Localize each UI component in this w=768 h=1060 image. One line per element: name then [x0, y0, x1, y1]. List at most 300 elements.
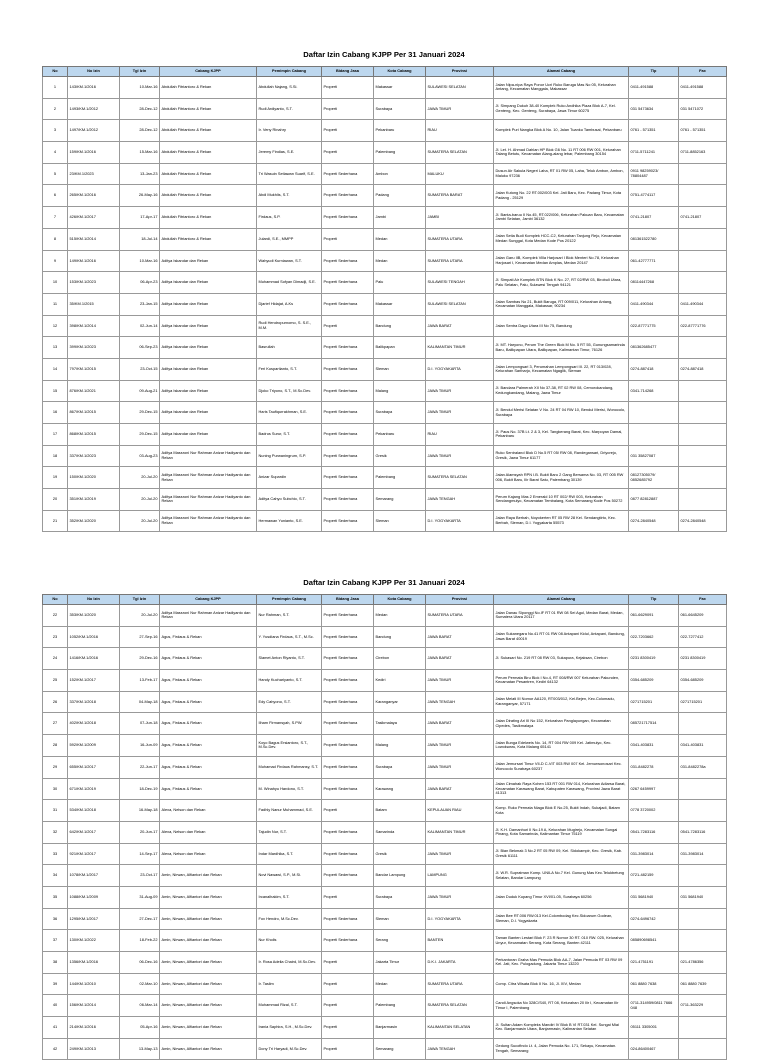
header-license-no: No Izin — [68, 595, 120, 605]
cell-branch-city: Padang — [374, 185, 426, 207]
cell-branch-name: Amin, Nirwan, Alfiantori dan Rekan — [160, 908, 257, 930]
cell-branch-head: Hermawan Yunianto, S.E. — [257, 510, 322, 532]
cell-branch-name: Alexa, Nelson dan Rekan — [160, 800, 257, 822]
cell-no: 13 — [43, 337, 68, 359]
cell-fax — [679, 1017, 727, 1039]
cell-service-field: Properti — [322, 1017, 374, 1039]
cell-license-date: 06-Mar-14 — [120, 995, 160, 1017]
cell-license-no: 1295/KM.1/2017 — [68, 908, 120, 930]
cell-branch-name: Agus, Firdaus & Rekan — [160, 626, 257, 648]
cell-branch-head: Dony Tri Haryadi, M.Sc.Dev. — [257, 1038, 322, 1060]
header-row — [43, 595, 727, 605]
cell-license-no: 153/KM.1/2023 — [68, 272, 120, 294]
cell-fax — [679, 228, 727, 250]
cell-branch-address: Dusun Air Sakula Negeri Laha, RT 01 RW 05, Laha, Teluk Ambon, Ambon, Maluku 97236 — [494, 163, 629, 185]
cell-province: JAWA TIMUR — [426, 445, 494, 467]
table-row — [43, 424, 727, 446]
cell-phone: 031 5473634 — [629, 98, 679, 120]
cell-license-date: 10-Mar-16 — [120, 250, 160, 272]
cell-branch-name: Amin, Nirwan, Alfiantori dan Rekan — [160, 865, 257, 887]
cell-branch-name: Aditya Iskandar dan Rekan — [160, 293, 257, 315]
cell-license-date: 10-Mar-16 — [120, 77, 160, 99]
cell-fax — [679, 185, 727, 207]
cell-branch-address: Jalan Setia Budi Komplek HCC-C2, Kelurahan Tanjung Rejo, Kecamatan Medan Sunggal, Kota Medan Kode Pos 20122 — [494, 228, 629, 250]
header-no: No — [43, 595, 68, 605]
cell-fax: 031 5471072 — [679, 98, 727, 120]
cell-service-field: Properti — [322, 77, 374, 99]
cell-phone: 0778 3720002 — [629, 800, 679, 822]
cell-license-no: 1416/KM.1/2016 — [68, 648, 120, 670]
cell-branch-city: Cirebon — [374, 648, 426, 670]
cell-license-no: 23/KM.1/2023 — [68, 163, 120, 185]
table-row — [43, 908, 727, 930]
table-row — [43, 510, 727, 532]
cell-license-no: 1052/KM.1/2016 — [68, 626, 120, 648]
cell-license-date: 23-Oct-15 — [120, 358, 160, 380]
cell-branch-city: Samarinda — [374, 821, 426, 843]
cell-service-field: Properti Sederhana — [322, 337, 374, 359]
cell-fax: 0274-2840548 — [679, 510, 727, 532]
cell-license-date: 13-Jan-23 — [120, 163, 160, 185]
table-row — [43, 973, 727, 995]
cell-phone: 0761 - 571351 — [629, 120, 679, 142]
cell-fax: 0354-685209 — [679, 670, 727, 692]
header-branch-head: Pemimpin Cabang — [257, 595, 322, 605]
cell-service-field: Properti Sederhana — [322, 930, 374, 952]
cell-branch-address: Jl. MT. Haryono, Perum The Green Blok M No. 5 RT 55, Gunungsamarinda Baru, Balikpapan Utara, Balikpapan, Kalimantan Timur, 76126 — [494, 337, 629, 359]
cell-branch-name: Amin, Nirwan, Alfiantori dan Rekan — [160, 1038, 257, 1060]
cell-license-no: 144/KM.1/2010 — [68, 973, 120, 995]
cell-branch-address: Jl. Let. H. Ahmad Dahlan HP Blok G6 No. 11 RT 006 RW 001, Kelurahan Talang Betutu, Kecamatan Alang-alang lebar, Palembang 30154 — [494, 142, 629, 164]
table-row — [43, 865, 727, 887]
cell-branch-city: Jakarta Timur — [374, 952, 426, 974]
page-title: Daftar Izin Cabang KJPP Per 31 Januari 2024 — [303, 50, 465, 59]
cell-branch-city: Semarang — [374, 1038, 426, 1060]
table-row — [43, 207, 727, 229]
cell-license-no: 534/KM.1/2018 — [68, 800, 120, 822]
cell-branch-city: Pekanbaru — [374, 120, 426, 142]
cell-branch-address: Perkantoran Graha Mas Pemuda Blok AA-7, Jalan Pemuda RT 03 RW 09 Kel. Jati, Kec. Pulogadung, Jakarta Timur 13220 — [494, 952, 629, 974]
table-row — [43, 489, 727, 511]
cell-branch-head: Ir. Taslim — [257, 973, 322, 995]
cell-no: 40 — [43, 995, 68, 1017]
cell-branch-address: Jalan Sambas No 21, Bukit Baruga, RT 009/011, Kelurahan Antang, Kecamatan Manggala, Makassar, 90234 — [494, 293, 629, 315]
cell-no: 39 — [43, 973, 68, 995]
cell-no: 28 — [43, 735, 68, 757]
cell-branch-city: Medan — [374, 973, 426, 995]
cell-branch-head: Anizar Supardin — [257, 467, 322, 489]
cell-no: 24 — [43, 648, 68, 670]
cell-branch-city: Banjarmasin — [374, 1017, 426, 1039]
cell-branch-city: Bandung — [374, 315, 426, 337]
cell-branch-address: Gedung Sucofindo Lt. 4, Jalan Pemuda No. 171, Sekayu, Kecamatan. Tengah, Semarang — [494, 1038, 629, 1060]
cell-fax: 0711-363229 — [679, 995, 727, 1017]
cell-service-field: Properti — [322, 995, 374, 1017]
cell-service-field: Properti Sederhana — [322, 821, 374, 843]
cell-service-field: Properti Sederhana — [322, 250, 374, 272]
header-province: Provinsi — [426, 67, 494, 77]
cell-service-field: Properti — [322, 1038, 374, 1060]
cell-no: 6 — [43, 185, 68, 207]
cell-license-no: 351/KM.1/2019 — [68, 489, 120, 511]
cell-branch-head: Nuning Purwaningrum, S.P. — [257, 445, 322, 467]
page-1 — [0, 50, 768, 532]
cell-license-date: 26-May-16 — [120, 185, 160, 207]
cell-phone: 061-6629091 — [629, 605, 679, 627]
cell-branch-address: Jl. Sultan Adam Kompleks Mandiri IV Blok B VI RT.031 Kel. Sungai Miai Kec. Banjarmasin Utara, Banjarmasin, Kalimantan Selatan — [494, 1017, 629, 1039]
cell-branch-head: Irania Saphira, S.H., M.Sc.Dev. — [257, 1017, 322, 1039]
cell-fax: 0761 - 571351 — [679, 120, 727, 142]
cell-service-field: Properti Sederhana — [322, 207, 374, 229]
header-fax: Fax — [679, 595, 727, 605]
cell-service-field: Properti Sederhana — [322, 713, 374, 735]
cell-branch-name: Aditya Massroni Nur Rahman Anizar Hadiyanto dan Rekan — [160, 467, 257, 489]
cell-no: 11 — [43, 293, 68, 315]
cell-branch-head: Aditya Cahyo Subchio, S.T. — [257, 489, 322, 511]
cell-province: SUMATERA SELATAN — [426, 995, 494, 1017]
cell-license-date: 14-Sep-17 — [120, 843, 160, 865]
cell-province: JAWA TIMUR — [426, 756, 494, 778]
cell-branch-city: Bandung — [374, 626, 426, 648]
cell-branch-address: Jalan Duduk Kupang Timur XVI/01-05, Surabaya 60256 — [494, 886, 629, 908]
cell-service-field: Properti Sederhana — [322, 735, 374, 757]
cell-fax — [679, 467, 727, 489]
cell-fax — [679, 908, 727, 930]
cell-license-no: 150/KM.1/2020 — [68, 467, 120, 489]
cell-branch-name: Aditya Iskandar dan Rekan — [160, 315, 257, 337]
cell-service-field: Properti — [322, 952, 374, 974]
cell-branch-name: Abdullah Fitriantoro & Rekan — [160, 228, 257, 250]
cell-branch-name: Agus, Firdaus & Rekan — [160, 713, 257, 735]
cell-branch-city: Palembang — [374, 467, 426, 489]
cell-fax: 031-3983014 — [679, 843, 727, 865]
cell-branch-address: Perum Permata Biru Blok I No.4, RT 008/RW 007 Kelurahan Pakunden, Kecamatan Pesantren, Kediri 64132 — [494, 670, 629, 692]
cell-branch-address: Jl. Paus No. 37B Lt. 2 & 3, Kel. Tangkerang Barat, Kec. Marpoyan Damai, Pekanbaru — [494, 424, 629, 446]
cell-license-no: 337/KM.1/2023 — [68, 445, 120, 467]
cell-service-field: Properti Sederhana — [322, 670, 374, 692]
cell-fax — [679, 272, 727, 294]
cell-license-no: 1088/KM.1/2009 — [68, 886, 120, 908]
table-row — [43, 467, 727, 489]
cell-no: 33 — [43, 843, 68, 865]
cell-phone: 022-87771775 — [629, 315, 679, 337]
cell-service-field: Properti Sederhana — [322, 626, 374, 648]
cell-no: 10 — [43, 272, 68, 294]
cell-phone: 0711-5711241 — [629, 142, 679, 164]
cell-branch-head: Muhammad Rizal, S.T. — [257, 995, 322, 1017]
cell-service-field: Properti — [322, 886, 374, 908]
cell-phone: 0341-403831 — [629, 735, 679, 757]
table-row — [43, 315, 727, 337]
cell-phone: 081361522780 — [629, 228, 679, 250]
table-row — [43, 228, 727, 250]
table-row — [43, 670, 727, 692]
cell-phone: 0354-685209 — [629, 670, 679, 692]
cell-license-date: 02-Jun-14 — [120, 315, 160, 337]
cell-license-no: 1078/KM.1/2017 — [68, 865, 120, 887]
table-row — [43, 142, 727, 164]
header-province: Provinsi — [426, 595, 494, 605]
cell-service-field: Properti — [322, 98, 374, 120]
cell-province: KALIMANTAN SELATAN — [426, 1017, 494, 1039]
cell-branch-head: Haris Taufiqurrakhman, S.E. — [257, 402, 322, 424]
cell-branch-head: Jeremy Findias, S.E. — [257, 142, 322, 164]
cell-license-no: 35/KM.1/2015 — [68, 293, 120, 315]
cell-fax — [679, 250, 727, 272]
cell-province: RIAU — [426, 120, 494, 142]
cell-service-field: Properti Sederhana — [322, 424, 374, 446]
cell-service-field: Properti Sederhana — [322, 843, 374, 865]
cell-license-date: 05-Apr-16 — [120, 1017, 160, 1039]
header-service-field: Bidang Jasa — [322, 67, 374, 77]
cell-branch-name: Abdullah Fitriantoro & Rekan — [160, 142, 257, 164]
cell-branch-city: Kediri — [374, 670, 426, 692]
cell-no: 23 — [43, 626, 68, 648]
table-row — [43, 337, 727, 359]
cell-phone: 0271715201 — [629, 691, 679, 713]
table-row — [43, 778, 727, 800]
cell-no: 19 — [43, 467, 68, 489]
cell-no: 8 — [43, 228, 68, 250]
cell-license-date: 13-Feb-17 — [120, 670, 160, 692]
cell-phone: 0541-7283116 — [629, 821, 679, 843]
table-row — [43, 626, 727, 648]
cell-license-date: 29-Dec-15 — [120, 424, 160, 446]
cell-fax: 061-6645209 — [679, 605, 727, 627]
cell-license-date: 31-Aug-09 — [120, 886, 160, 908]
cell-branch-address: Jalan Melati III Nomor AA120, RT003/012, Kel.Bejen, Kec.Colomadu, Karanganyar, 57171 — [494, 691, 629, 713]
cell-branch-city: Makassar — [374, 77, 426, 99]
cell-license-date: 29-Dec-15 — [120, 402, 160, 424]
cell-branch-name: Aditya Iskandar dan Rekan — [160, 380, 257, 402]
cell-no: 1 — [43, 77, 68, 99]
cell-no: 26 — [43, 691, 68, 713]
header-phone: Tlp — [629, 595, 679, 605]
cell-branch-name: Aditya Iskandar dan Rekan — [160, 250, 257, 272]
cell-phone: 0411-490344 — [629, 293, 679, 315]
table-row — [43, 77, 727, 99]
table-row — [43, 930, 727, 952]
cell-license-date: 17-Apr-17 — [120, 207, 160, 229]
cell-phone: 031 5681940 — [629, 886, 679, 908]
cell-service-field: Properti Sederhana — [322, 691, 374, 713]
cell-branch-name: Amin, Nirwan, Alfiantori dan Rekan — [160, 1017, 257, 1039]
cell-branch-head: Basrullah — [257, 337, 322, 359]
cell-branch-head: Rudi Ardiyanto, S.T. — [257, 98, 322, 120]
cell-branch-city: Surabaya — [374, 886, 426, 908]
cell-fax: 0711-8852163 — [679, 142, 727, 164]
cell-service-field: Properti Sederhana — [322, 445, 374, 467]
cell-branch-name: Abdullah Fitriantoro & Rekan — [160, 120, 257, 142]
cell-fax: 021-4786356 — [679, 952, 727, 974]
cell-province: JAWA TIMUR — [426, 402, 494, 424]
cell-branch-name: Aditya Massroni Nur Rahman Anizar Hadiyanto dan Rekan — [160, 510, 257, 532]
cell-branch-city: Sleman — [374, 908, 426, 930]
cell-license-no: 426/KM.1/2017 — [68, 207, 120, 229]
cell-license-date: 06-Dec-16 — [120, 952, 160, 974]
table-row — [43, 843, 727, 865]
cell-no: 4 — [43, 142, 68, 164]
cell-branch-address: Jalan Nipa-nipa Raya Ponor Ucri Ruko Baruga Mas No 05, Kelurahan Antang, Kecamatan Manggala, Makassar — [494, 77, 629, 99]
cell-province: JAWA TIMUR — [426, 886, 494, 908]
cell-phone: 0341-714268 — [629, 380, 679, 402]
cell-license-no: 398/KM.1/2014 — [68, 315, 120, 337]
cell-service-field: Properti Sederhana — [322, 648, 374, 670]
cell-branch-city: Palembang — [374, 142, 426, 164]
cell-fax — [679, 1038, 727, 1060]
cell-fax: 0541-7283116 — [679, 821, 727, 843]
cell-branch-head: Wahyudi Kurniawan, S.T. — [257, 250, 322, 272]
cell-branch-head: Rudi Hendropurnomo, S. S.E., M.M. — [257, 315, 322, 337]
cell-branch-head: Koyo Bagus Ersiantoro, S.T., M.Sc.Dev. — [257, 735, 322, 757]
cell-service-field: Properti — [322, 228, 374, 250]
cell-branch-name: Aditya Iskandar dan Rekan — [160, 424, 257, 446]
cell-branch-head: Muhammad Sofyan Dimadji, S.E. — [257, 272, 322, 294]
table-row — [43, 995, 727, 1017]
cell-phone: 0411-491588 — [629, 77, 679, 99]
cell-branch-head: Fadhly Nanur Muhammad, S.E. — [257, 800, 322, 822]
table-row — [43, 691, 727, 713]
table-body — [43, 605, 727, 1060]
cell-phone: 061 8880 7638 — [629, 973, 679, 995]
cell-province: JAWA TENGAH — [426, 489, 494, 511]
cell-fax: 031-8482278a — [679, 756, 727, 778]
cell-branch-city: Karawang — [374, 778, 426, 800]
header-branch-name: Cabang KJPP — [160, 595, 257, 605]
cell-phone: 021-4751191 — [629, 952, 679, 974]
cell-phone: 0877 82812887 — [629, 489, 679, 511]
cell-branch-city: Medan — [374, 605, 426, 627]
cell-service-field: Properti Sederhana — [322, 510, 374, 532]
cell-branch-address: Komplek Puri Nangka Blok A No. 10, Jalan Tuanku Tambusai, Pekanbaru — [494, 120, 629, 142]
cell-branch-name: Agus, Firdaus & Rekan — [160, 756, 257, 778]
cell-branch-city: Batam — [374, 800, 426, 822]
cell-branch-name: Amin, Nirwan, Alfiantori dan Rekan — [160, 930, 257, 952]
cell-license-no: 337/KM.1/2018 — [68, 691, 120, 713]
cell-province: SUMATERA SELATAN — [426, 142, 494, 164]
cell-branch-head: Abdullah Najang, S.Si. — [257, 77, 322, 99]
cell-service-field: Properti Sederhana — [322, 272, 374, 294]
cell-branch-address: Jalan Garu IIB, Komplek Villa Harjosari I Blok Menteri No.78, Kelurahan Harjosari I, Kecamatan Medan Amplas, Medan 20147 — [494, 250, 629, 272]
cell-no: 21 — [43, 510, 68, 532]
table-row — [43, 756, 727, 778]
cell-fax: 022-87771776 — [679, 315, 727, 337]
cell-fax — [679, 713, 727, 735]
cell-phone: 0267 6459997 — [629, 778, 679, 800]
cell-branch-address: Jalan Sentra Dago Utara III No 75, Bandung — [494, 315, 629, 337]
cell-license-no: 876/KM.1/2021 — [68, 380, 120, 402]
header-license-no: No Izin — [68, 67, 120, 77]
cell-province: JAWA TIMUR — [426, 670, 494, 692]
cell-license-date: 06-Sep-23 — [120, 337, 160, 359]
page-title: Daftar Izin Cabang KJPP Per 31 Januari 2024 — [303, 578, 465, 587]
cell-province: KALIMANTAN TIMUR — [426, 337, 494, 359]
cell-license-no: 921/KM.1/2017 — [68, 843, 120, 865]
cell-branch-name: Agus, Firdaus & Rekan — [160, 691, 257, 713]
cell-branch-address: Perum Kajang Mas 2 Emerald 10 RT 002/ RW 003, Kelurahan Sendangmulyo, Kecamatan Tembalang, Kota Semarang Kode Pos 50272 — [494, 489, 629, 511]
table-row — [43, 648, 727, 670]
cell-branch-name: Agus, Firdaus & Rekan — [160, 778, 257, 800]
cell-province: RIAU — [426, 424, 494, 446]
cell-branch-head: Badrus Surur, S.T. — [257, 424, 322, 446]
cell-license-date: 20-Jun-17 — [120, 821, 160, 843]
cell-license-no: 152/KM.1/2017 — [68, 670, 120, 692]
cell-fax: 0231 8300419 — [679, 648, 727, 670]
cell-branch-name: Agus, Firdaus & Rekan — [160, 735, 257, 757]
cell-branch-head: Feri Kuspartianto, S.T. — [257, 358, 322, 380]
cell-branch-head: Muhamad Firdaus Rahmansy, S.T. — [257, 756, 322, 778]
cell-province: D.K.I. JAKARTA — [426, 952, 494, 974]
table-row — [43, 380, 727, 402]
table-row — [43, 800, 727, 822]
cell-no: 27 — [43, 713, 68, 735]
cell-no: 29 — [43, 756, 68, 778]
cell-fax — [679, 337, 727, 359]
cell-branch-name: Aditya Iskandar dan Rekan — [160, 358, 257, 380]
cell-branch-city: Medan — [374, 250, 426, 272]
cell-branch-address: Jl. Simpang Dukuh 38-40 Komplek Ruko Andhika Plaza Blok A-7, Kel. Genteng, Kec. Genteng, Surabaya, Jawa Timur 60275 — [494, 98, 629, 120]
cell-license-no: 867/KM.1/2015 — [68, 402, 120, 424]
cell-province: JAWA BARAT — [426, 713, 494, 735]
cell-province: D.I. YOGYAKARTA — [426, 510, 494, 532]
cell-province: SUMATERA UTARA — [426, 973, 494, 995]
cell-branch-name: Aditya Massroni Nur Rahman Anizar Hadiyanto dan Rekan — [160, 489, 257, 511]
cell-branch-name: Abdullah Fitriantoro & Rekan — [160, 77, 257, 99]
cell-fax — [679, 402, 727, 424]
cell-branch-head: Djoko Triyono, S.T., M.Sc.Dev. — [257, 380, 322, 402]
cell-license-date: 23-Jan-15 — [120, 293, 160, 315]
table-row — [43, 272, 727, 294]
cell-no: 3 — [43, 120, 68, 142]
cell-license-no: 214/KM.1/2016 — [68, 1017, 120, 1039]
table-row — [43, 120, 727, 142]
cell-branch-name: Aditya Iskandar dan Rekan — [160, 337, 257, 359]
cell-branch-city: Palembang — [374, 995, 426, 1017]
cell-province: SULAWESI SELATAN — [426, 77, 494, 99]
cell-no: 9 — [43, 250, 68, 272]
cell-province: SULAWESI SELATAN — [426, 293, 494, 315]
cell-fax: 0274-887418 — [679, 358, 727, 380]
cell-branch-city: Karanganyar — [374, 691, 426, 713]
cell-fax: 0741-21807 — [679, 207, 727, 229]
cell-province: JAWA BARAT — [426, 778, 494, 800]
header-fax: Fax — [679, 67, 727, 77]
cell-branch-head: Tri Wasuin Setiawan Suarif, S.E. — [257, 163, 322, 185]
cell-branch-head: Abdi Mukhlis, S.T. — [257, 185, 322, 207]
cell-branch-name: Alexa, Nelson dan Rekan — [160, 843, 257, 865]
cell-service-field: Properti Sederhana — [322, 489, 374, 511]
header-branch-city: Kota Cabang — [374, 67, 426, 77]
cell-branch-name: Aditya Iskandar dan Rekan — [160, 272, 257, 294]
cell-license-no: 515/KM.1/2014 — [68, 228, 120, 250]
cell-branch-city: Gresik — [374, 445, 426, 467]
cell-phone: 0274-2840548 — [629, 510, 679, 532]
cell-service-field: Properti Sederhana — [322, 163, 374, 185]
cell-license-no: 1497/KM.1/2012 — [68, 120, 120, 142]
cell-license-no: 353/KM.1/2020 — [68, 605, 120, 627]
cell-branch-head: Tajudin Nur, S.T. — [257, 821, 322, 843]
cell-license-date: 20-Jul-20 — [120, 489, 160, 511]
cell-branch-city: Malang — [374, 735, 426, 757]
cell-phone: 061-42777771 — [629, 250, 679, 272]
cell-license-date: 07-Jun-18 — [120, 713, 160, 735]
cell-fax — [679, 778, 727, 800]
table-row — [43, 713, 727, 735]
cell-fax — [679, 865, 727, 887]
cell-license-date: 28-Dec-12 — [120, 120, 160, 142]
cell-branch-city: Surabaya — [374, 402, 426, 424]
cell-phone: 031-8482278 — [629, 756, 679, 778]
